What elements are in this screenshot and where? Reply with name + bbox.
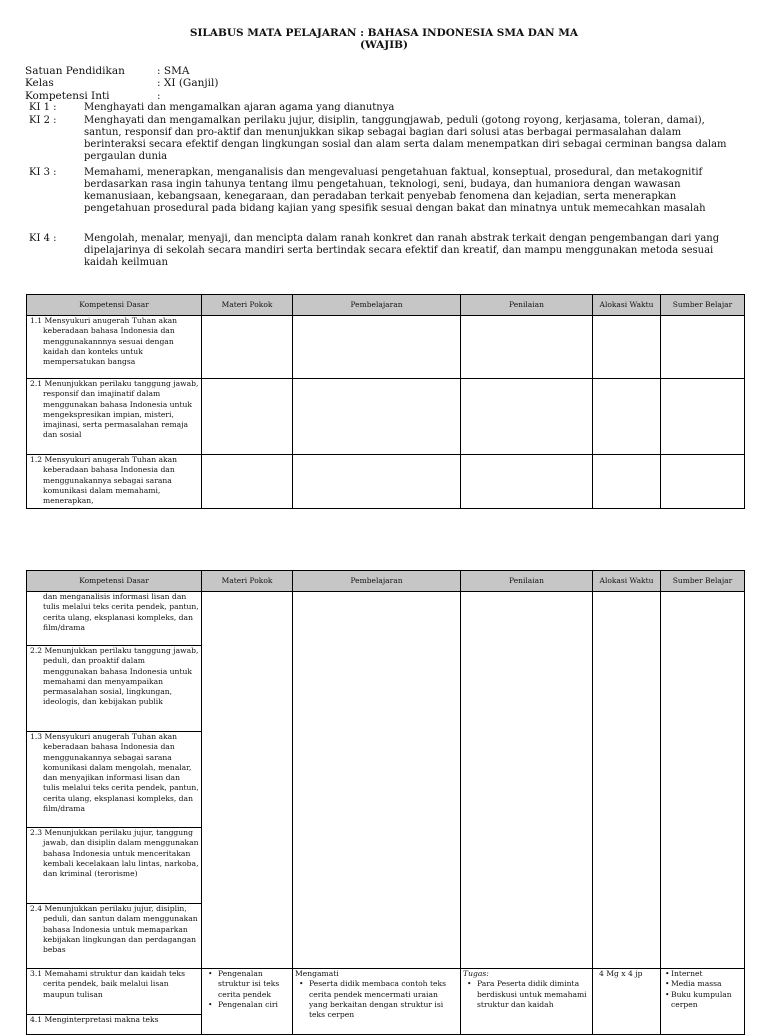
- kd-text: 2.1 Menunjukkan perilaku tanggung jawab, responsif dan imajinatif dalam menggunakan bahasa Indonesia untuk mengekspresikan impian, misteri, imajinasi, serta permasalahan remaja dan sosial: [30, 379, 199, 440]
- sumber-list: [663, 969, 742, 1010]
- syllabus-table-1: [26, 294, 745, 509]
- meta-kelas: [25, 77, 218, 89]
- empty-cell: [661, 379, 745, 455]
- empty-cell: [293, 379, 461, 455]
- kd-cell: [27, 455, 202, 509]
- table-header-row: [27, 295, 745, 316]
- penilaian-cell: [461, 969, 593, 1035]
- document-title: SILABUS MATA PELAJARAN : BAHASA INDONESIA SMA DAN MA: [189, 27, 579, 39]
- header-materi-pokok: Materi Pokok: [202, 295, 293, 316]
- document-subtitle: (WAJIB): [360, 39, 408, 51]
- header-kompetensi-dasar: Kompetensi Dasar: [27, 295, 202, 316]
- list-item: • Pengenalan struktur isi teks cerita pendek: [218, 969, 290, 1000]
- empty-cell: [202, 316, 293, 379]
- table-row: [27, 316, 745, 379]
- ki-2: [29, 115, 741, 163]
- list-item: • Peserta didik membaca contoh teks cerita pendek mencermati uraian yang berkaitan dengan struktur isi teks cerpen: [309, 979, 458, 1020]
- empty-cell: [461, 379, 593, 455]
- table-header-row: [27, 571, 745, 592]
- empty-cell: [593, 455, 661, 509]
- header-pembelajaran: Pembelajaran: [293, 571, 461, 592]
- kd-text: 1.3 Mensyukuri anugerah Tuhan akan keberadaan bahasa Indonesia dan menggunakannya sebagai sarana komunikasi dalam mengolah, menalar, dan menyajikan informasi lisan dan tulis melalui teks cerita pendek, pantun, cerita ulang, eksplanasi kompleks, dan film/drama: [30, 732, 199, 814]
- list-item: • Media massa: [671, 979, 742, 989]
- ki-text: Menghayati dan mengamalkan perilaku jujur, disiplin, tanggungjawab, peduli (gotong royong, kerjasama, toleran, damai), santun, responsif dan pro-aktif dan menunjukkan sikap sebagai bagian dari solusi atas berbagai permasalahan dalam berinteraksi secara efektif dengan lingkungan sosial dan alam serta dalam menempatkan diri sebagai cerminan bangsa dalam pergaulan dunia: [84, 115, 727, 162]
- empty-cell: [202, 379, 293, 455]
- ki-key: KI 3 :: [29, 167, 57, 178]
- empty-cell: [593, 592, 661, 969]
- pembelajaran-list: [295, 979, 458, 1020]
- materi-list: [204, 969, 290, 1010]
- header-alokasi-waktu: Alokasi Waktu: [593, 571, 661, 592]
- kd-cell: [27, 592, 202, 646]
- kd-text: 1.1 Mensyukuri anugerah Tuhan akan keberadaan bahasa Indonesia dan menggunakannnya sesuai dengan kaidah dan konteks untuk mempersatukan bangsa: [30, 316, 178, 367]
- empty-cell: [293, 592, 461, 969]
- empty-cell: [461, 455, 593, 509]
- header-pembelajaran: Pembelajaran: [293, 295, 461, 316]
- list-item: • Buku kumpulan cerpen: [671, 990, 742, 1011]
- kd-cell: [27, 828, 202, 904]
- header-sumber-belajar: Sumber Belajar: [661, 295, 745, 316]
- kd-cell: [27, 969, 202, 1015]
- table-row: [27, 592, 745, 646]
- header-kompetensi-dasar: Kompetensi Dasar: [27, 571, 202, 592]
- table-row: [27, 969, 745, 1015]
- meta-satuan-pendidikan: [25, 65, 189, 77]
- ki-3: [29, 167, 741, 215]
- meta-kompetensi-inti: [25, 90, 161, 102]
- materi-cell: [202, 969, 293, 1035]
- ki-text: Memahami, menerapkan, menganalisis dan mengevaluasi pengetahuan faktual, konseptual, prosedural, dan metakognitif berdasarkan rasa ingin tahunya tentang ilmu pengetahuan, teknologi, seni, budaya, dan humaniora dengan wawasan kemanusiaan, kebangsaan, kenegaraan, dan peradaban terkait penyebab fenomena dan kejadian, serta menerapkan pengetahuan prosedural pada bidang kajian yang spesifik sesuai dengan bakat dan minatnya untuk memecahkan masalah: [84, 167, 706, 214]
- kd-cell: [27, 316, 202, 379]
- header-penilaian: Penilaian: [461, 295, 593, 316]
- alokasi-cell: [593, 969, 661, 1035]
- kd-text: 1.2 Mensyukuri anugerah Tuhan akan keberadaan bahasa Indonesia dan menggunakannya sebagai sarana komunikasi dalam memahami, menerapkan,: [30, 455, 178, 506]
- alokasi-text: 4 Mg x 4 jp: [599, 969, 643, 978]
- empty-cell: [661, 316, 745, 379]
- sumber-cell: [661, 969, 745, 1035]
- header-penilaian: Penilaian: [461, 571, 593, 592]
- meta-value: : SMA: [157, 65, 190, 77]
- empty-cell: [593, 379, 661, 455]
- meta-label: Satuan Pendidikan: [25, 65, 125, 77]
- header-alokasi-waktu: Alokasi Waktu: [593, 295, 661, 316]
- kd-cell: [27, 379, 202, 455]
- ki-1: [29, 102, 741, 114]
- kd-cell: [27, 904, 202, 969]
- table-row: [27, 379, 745, 455]
- penilaian-label: Tugas:: [463, 969, 489, 978]
- ki-text: Mengolah, menalar, menyaji, dan mencipta dalam ranah konkret dan ranah abstrak terkait dengan pengembangan dari yang dipelajarinya di sekolah secara mandiri serta bertindak secara efektif dan kreatif, dan mampu menggunakan metoda sesuai kaidah keilmuan: [84, 233, 720, 268]
- ki-key: KI 1 :: [29, 102, 57, 113]
- meta-value: :: [157, 90, 161, 102]
- kd-cell: [27, 1015, 202, 1035]
- table-row: [27, 455, 745, 509]
- ki-key: KI 2 :: [29, 115, 57, 126]
- kd-cell: [27, 646, 202, 732]
- penilaian-list: [463, 979, 590, 1010]
- kd-text: 4.1 Menginterpretasi makna teks: [30, 1015, 159, 1024]
- header-materi-pokok: Materi Pokok: [202, 571, 293, 592]
- empty-cell: [202, 592, 293, 969]
- header-sumber-belajar: Sumber Belajar: [661, 571, 745, 592]
- kd-text: 2.2 Menunjukkan perilaku tanggung jawab, peduli, dan proaktif dalam menggunakan bahasa Indonesia untuk memahami dan menyampaikan permasalahan sosial, lingkungan, ideologis, dan kebijakan publik: [30, 646, 199, 707]
- meta-label: Kelas: [25, 77, 54, 89]
- empty-cell: [461, 316, 593, 379]
- empty-cell: [461, 592, 593, 969]
- empty-cell: [293, 316, 461, 379]
- meta-label: Kompetensi Inti: [25, 90, 110, 102]
- kd-text: 3.1 Memahami struktur dan kaidah teks cerita pendek, baik melalui lisan maupun tulisan: [30, 969, 185, 999]
- syllabus-table-2: [26, 570, 745, 1035]
- empty-cell: [593, 316, 661, 379]
- empty-cell: [202, 455, 293, 509]
- meta-value: : XI (Ganjil): [157, 77, 219, 89]
- empty-cell: [661, 455, 745, 509]
- kd-cell: [27, 732, 202, 828]
- pembelajaran-cell: [293, 969, 461, 1035]
- kd-text: 2.4 Menunjukkan perilaku jujur, disiplin, peduli, dan santun dalam menggunakan bahasa Indonesia untuk memaparkan kebijakan lingkungan dan perdagangan bebas: [30, 904, 198, 955]
- ki-4: [29, 233, 741, 269]
- list-item: • Para Peserta didik diminta berdiskusi untuk memahami struktur dan kaidah: [477, 979, 590, 1010]
- empty-cell: [661, 592, 745, 969]
- list-item: • Internet: [671, 969, 742, 979]
- kd-text: 2.3 Menunjukkan perilaku jujur, tanggung jawab, dan disiplin dalam menggunakan bahasa Indonesia untuk menceritakan kembali kecelakaan lalu lintas, narkoba, dan kriminal (terorisme): [30, 828, 199, 879]
- ki-key: KI 4 :: [29, 233, 57, 244]
- list-item: • Pengenalan ciri: [218, 1000, 290, 1010]
- pembelajaran-label: Mengamati: [295, 969, 339, 978]
- empty-cell: [293, 455, 461, 509]
- kd-text: dan menganalisis informasi lisan dan tulis melalui teks cerita pendek, pantun, cerita ulang, eksplanasi kompleks, dan film/drama: [43, 592, 199, 632]
- ki-text: Menghayati dan mengamalkan ajaran agama yang dianutnya: [84, 102, 395, 113]
